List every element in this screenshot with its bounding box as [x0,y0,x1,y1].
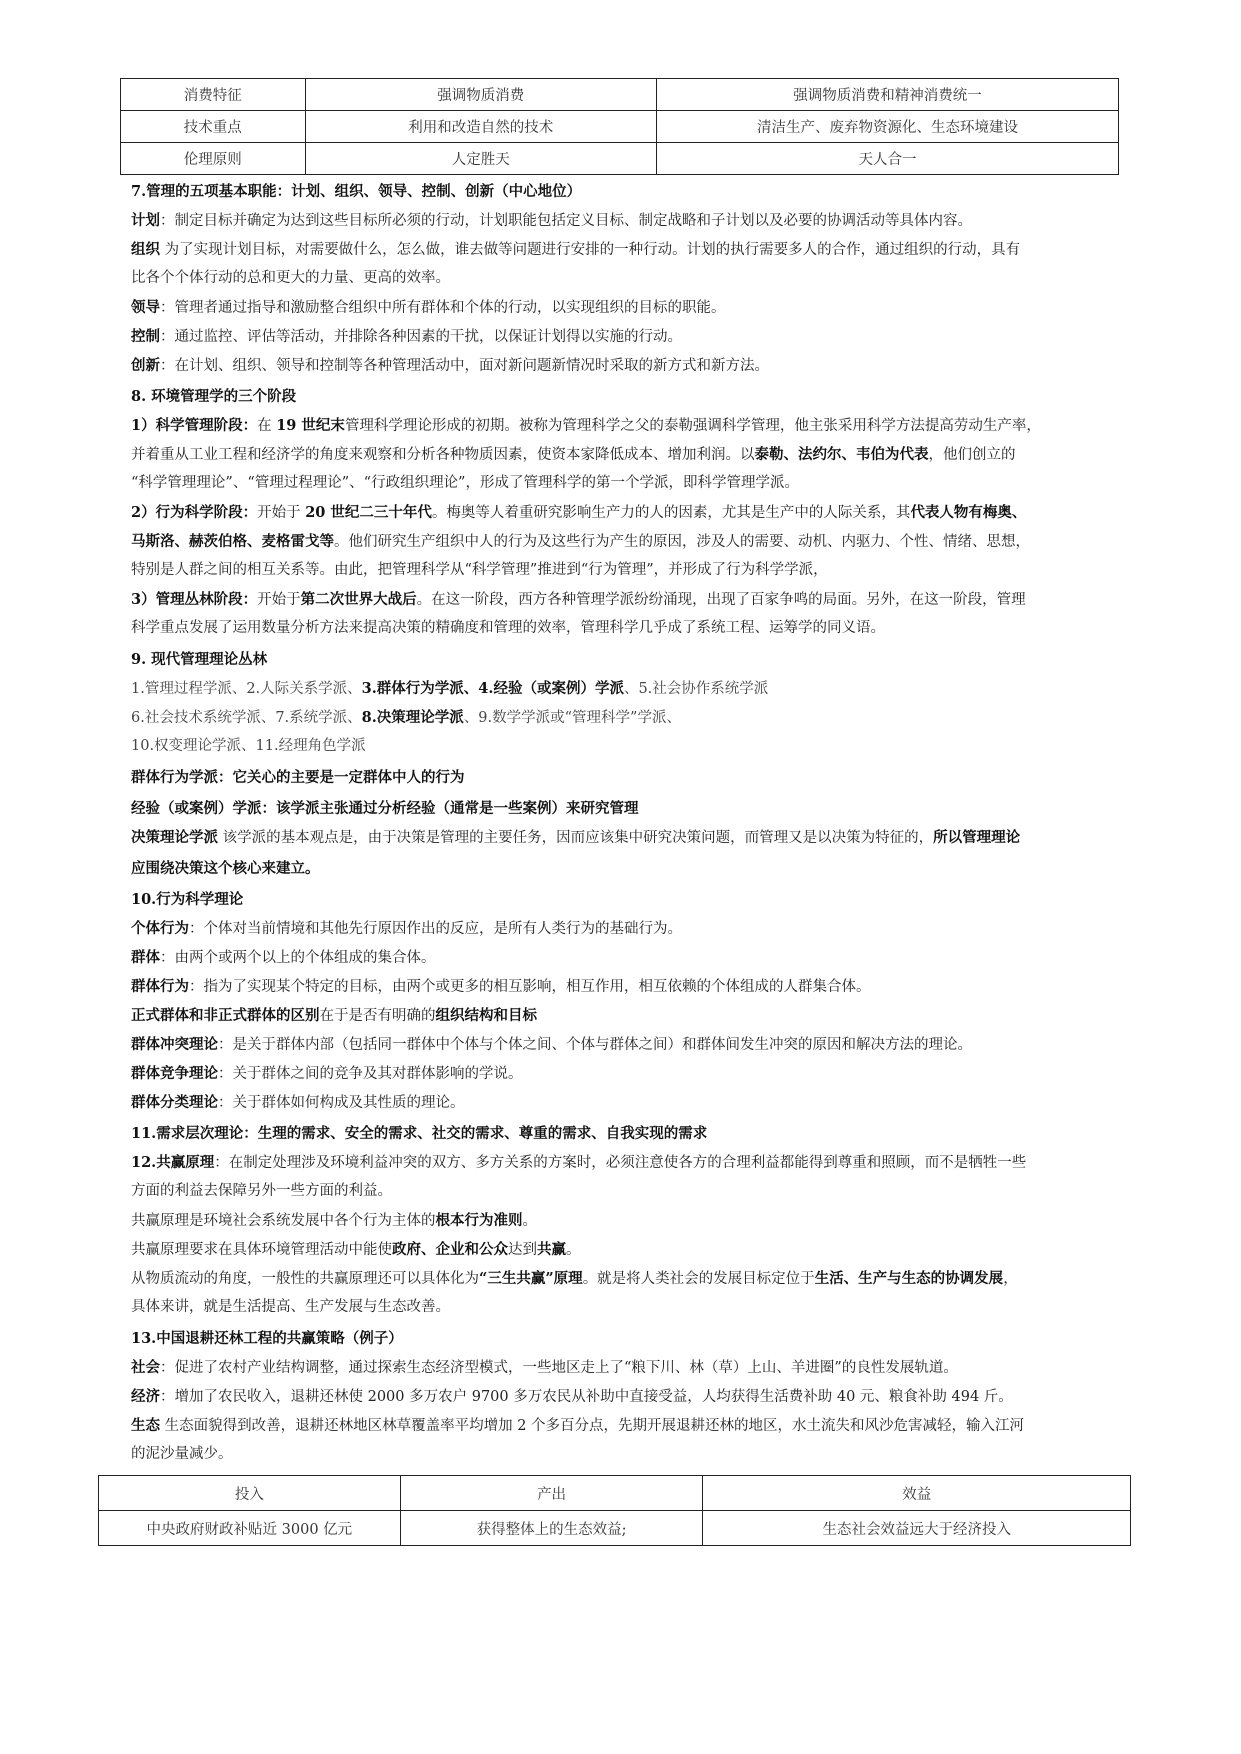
table1-row [121,111,1119,143]
table2-cell: 投入 [99,1476,401,1511]
text-line [131,1411,1131,1440]
body-text: 1.管理过程学派、2.人际关系学派、 [131,681,362,697]
text-line [131,322,1131,351]
text-line [131,1293,1131,1322]
body-text: “科学管理理论”、“管理过程理论”、“行政组织理论”，形成了管理科学的第一个学派，即科学管理学派。 [131,475,799,491]
table2-cell: 效益 [703,1476,1131,1511]
bold-text: 决策理论学派 [131,829,218,846]
body-text: 开始于 [257,505,306,521]
table1-cell: 天人合一 [657,143,1119,175]
bold-text: 经济 [131,1388,160,1405]
text-line [131,264,1131,293]
body-text: 、9.数学学派或“管理科学”学派、 [463,710,681,726]
body-text: 。就是将人类社会的发展目标定位于 [582,1271,815,1287]
text-line [131,614,1131,643]
bold-text: 13.中国退耕还林工程的共赢策略（例子） [131,1330,403,1347]
bold-text: 群体 [131,949,160,966]
table1-cell: 清洁生产、废弃物资源化、生态环境建设 [657,111,1119,143]
comparison-table [120,78,1119,175]
bold-text: 生态 [131,1417,160,1434]
bold-text: 组织结构和目标 [435,1007,537,1024]
body-text: 。他们研究生产组织中人的行为及这些行为产生的原因，涉及人的需要、动机、内驱力、个性、情绪、思想， [334,534,1030,550]
bold-text: 群体竞争理论 [131,1065,218,1082]
body-text: 10.权变理论学派、11.经理角色学派 [131,738,366,754]
body-text: ：个体对当前情境和其他先行原因作出的反应，是所有人类行为的基础行为。 [189,921,682,937]
body-text: 。 [522,1213,537,1229]
text-line [131,1440,1131,1469]
text-line [131,763,1131,792]
text-line [131,1088,1131,1117]
table1-cell: 利用和改造自然的技术 [305,111,656,143]
bold-text: 群体行为学派：它关心的主要是一定群体中人的行为 [131,769,465,786]
text-line [131,498,1131,527]
body-text: 科学重点发展了运用数量分析方法来提高决策的精确度和管理的效率，管理科学几乎成了系统工程、运筹学的同义语。 [131,620,885,636]
body-text: 、5.社会协作系统学派 [623,681,769,697]
body-text: 在 [257,418,277,434]
text-line [131,556,1131,585]
body-text: ：制定目标并确定为达到这些目标所必须的行动，计划职能包括定义目标、制定战略和子计划以及必要的协调活动等具体内容。 [160,213,972,229]
text-line [131,1177,1131,1206]
bold-text: 3.群体行为学派、4.经验（或案例）学派 [361,680,624,697]
body-text: ：管理者通过指导和激励整合组织中所有群体和个体的行动，以实现组织的目标的职能。 [160,300,726,316]
bold-text: 1）科学管理阶段： [131,417,258,434]
body-text: 在于是否有明确的 [319,1008,436,1024]
text-line [131,1324,1131,1353]
body-text: 比各个个体行动的总和更大的力量、更高的效率。 [131,270,450,286]
bold-text: 根本行为准则 [435,1212,523,1229]
bold-text: 12.共赢原理 [131,1154,215,1171]
bold-text: 所以管理理论 [933,829,1021,846]
bold-text: 10.行为科学理论 [131,891,244,908]
bold-text: 群体分类理论 [131,1094,218,1111]
table1-cell: 消费特征 [121,79,306,111]
text-line [131,914,1131,943]
text-line [131,1059,1131,1088]
body-text: 。 [566,1242,581,1258]
table2-row [99,1476,1131,1511]
body-text: 。在这一阶段，西方各种管理学派纷纷涌现，出现了百家争鸣的局面。另外，在这一阶段，管理 [416,592,1026,608]
bold-text: 2）行为科学阶段： [131,504,258,521]
body-text: 具体来讲，就是生活提高、生产发展与生态改善。 [131,1299,450,1315]
body-text: 共赢原理要求在具体环境管理活动中能使 [131,1242,392,1258]
bold-text: 第二次世界大战后 [300,591,417,608]
text-line [131,1206,1131,1235]
text-line [131,235,1131,264]
bold-text: 领导 [131,299,160,316]
bold-text: 代表人物有梅奥、 [910,504,1027,521]
bold-text: 8.决策理论学派 [361,709,464,726]
text-line [131,823,1131,852]
bold-text: 泰勒、法约尔、韦伯为代表 [754,446,929,463]
text-line [131,585,1131,614]
body-text: 达到 [508,1242,537,1258]
body-text: 开始于 [257,592,301,608]
bold-text: 生活、生产与生态的协调发展 [814,1270,1004,1287]
body-text: ：由两个或两个以上的个体组成的集合体。 [160,950,436,966]
body-text: 从物质流动的角度，一般性的共赢原理还可以具体化为 [131,1271,479,1287]
body-text: 共赢原理是环境社会系统发展中各个行为主体的 [131,1213,436,1229]
body-text: ：是关于群体内部（包括同一群体中个体与个体之间、个体与群体之间）和群体间发生冲突的原因和解决方法的理论。 [218,1037,972,1053]
table1-cell: 强调物质消费和精神消费统一 [657,79,1119,111]
body-text: 方面的利益去保障另外一些方面的利益。 [131,1183,392,1199]
text-line [131,1001,1131,1030]
text-line [131,351,1131,380]
body-text: 特别是人群之间的相互关系等。由此，把管理科学从“科学管理”推进到“行为管理”，并形成了行为科学学派， [131,562,828,578]
bold-text: 19 世纪末 [276,417,345,434]
body-text: ：通过监控、评估等活动，并排除各种因素的干扰，以保证计划得以实施的行动。 [160,329,682,345]
text-line [131,382,1131,411]
body-text: 。梅奥等人着重研究影响生产力的人的因素，尤其是生产中的人际关系，其 [431,505,911,521]
table1-row [121,143,1119,175]
text-line [131,794,1131,823]
table1-row [121,79,1119,111]
bold-text: 个体行为 [131,920,189,937]
bold-text: 共赢 [537,1241,566,1258]
text-line [131,1353,1131,1382]
text-line [131,854,1131,883]
bold-text: 计划 [131,212,160,229]
bold-text: 社会 [131,1359,160,1376]
body-text: ：增加了农民收入，退耕还林使 2000 多万农户 9700 多万农民从补助中直接受益，人均获得生活费补助 40 元、粮食补助 494 斤。 [160,1389,1013,1405]
bold-text: 8. 环境管理学的三个阶段 [131,388,297,405]
body-text: 该学派的基本观点是，由于决策是管理的主要任务，因而应该集中研究决策问题，而管理又是以决策为特征的， [218,830,934,846]
bold-text: 群体行为 [131,978,189,995]
bold-text: 11.需求层次理论：生理的需求、安全的需求、社交的需求、尊重的需求、自我实现的需求 [131,1125,708,1142]
body-text: ：在制定处理涉及环境利益冲突的双方、多方关系的方案时，必须注意使各方的合理利益都能得到尊重和照顾，而不是牺牲一些 [214,1155,1027,1171]
bold-text: 经验（或案例）学派：该学派主张通过分析经验（通常是一些案例）来研究管理 [131,800,639,817]
body-text: ， [1003,1271,1018,1287]
text-line [131,469,1131,498]
table1-cell: 伦理原则 [121,143,306,175]
table1-cell: 强调物质消费 [305,79,656,111]
body-text: ：指为了实现某个特定的目标，由两个或更多的相互影响，相互作用，相互依赖的个体组成的人群集合体。 [189,979,871,995]
text-line [131,1235,1131,1264]
table2-row [99,1511,1131,1546]
text-line [131,972,1131,1001]
text-line [131,440,1131,469]
text-line [131,1264,1131,1293]
table1-cell: 人定胜天 [305,143,656,175]
text-line [131,1030,1131,1059]
body-text: 的泥沙量减少。 [131,1446,233,1462]
text-line [131,645,1131,674]
body-text: 为了实现计划目标，对需要做什么，怎么做，谁去做等问题进行安排的一种行动。计划的执行需要多人的合作，通过组织的行动，具有 [160,242,1021,258]
bold-text: 应围绕决策这个核心来建立。 [131,860,320,877]
body-text: ：关于群体如何构成及其性质的理论。 [218,1095,465,1111]
table2-cell: 中央政府财政补贴近 3000 亿元 [99,1511,401,1546]
table1-cell: 技术重点 [121,111,306,143]
text-line [131,674,1131,703]
bold-text: 7.管理的五项基本职能：计划、组织、领导、控制、创新（中心地位） [131,183,582,200]
bold-text: 9. 现代管理理论丛林 [131,651,268,668]
table2-cell: 生态社会效益远大于经济投入 [703,1511,1131,1546]
bold-text: 正式群体和非正式群体的区别 [131,1007,320,1024]
text-line [131,411,1131,440]
body-text: 生态面貌得到改善，退耕还林地区林草覆盖率平均增加 2 个多百分点，先期开展退耕还林的地区，水土流失和风沙危害减轻，输入江河 [160,1418,1025,1434]
text-line [131,177,1131,206]
table2-cell: 产出 [400,1476,703,1511]
text-line [131,1119,1131,1148]
bold-text: 3）管理丛林阶段： [131,591,258,608]
text-line [131,943,1131,972]
body-text: 6.社会技术系统学派、7.系统学派、 [131,710,362,726]
document-page [131,78,1131,1546]
text-line [131,703,1131,732]
text-line [131,527,1131,556]
input-output-table [98,1475,1131,1546]
text-line [131,885,1131,914]
bold-text: 创新 [131,357,160,374]
text-line [131,206,1131,235]
bold-text: “三生共赢”原理 [479,1270,583,1287]
table2-cell: 获得整体上的生态效益; [400,1511,703,1546]
bold-text: 组织 [131,241,160,258]
body-text: ：促进了农村产业结构调整，通过探索生态经济型模式，一些地区走上了“粮下川、林（草）上山、羊进圈”的良性发展轨道。 [160,1360,958,1376]
bold-text: 控制 [131,328,160,345]
text-line [131,1382,1131,1411]
bold-text: 20 世纪二三十年代 [305,504,432,521]
body-text: ：在计划、组织、领导和控制等各种管理活动中，面对新问题新情况时采取的新方式和新方法。 [160,358,769,374]
body-text: ，他们创立的 [928,447,1016,463]
body-text: 管理科学理论形成的初期。被称为管理科学之父的泰勒强调科学管理，他主张采用科学方法提高劳动生产率， [344,418,1041,434]
text-line [131,732,1131,761]
body-text: ：关于群体之间的竞争及其对群体影响的学说。 [218,1066,523,1082]
bold-text: 马斯洛、赫茨伯格、麦格雷戈等 [131,533,334,550]
bold-text: 群体冲突理论 [131,1036,218,1053]
document-body [131,177,1131,1469]
text-line [131,293,1131,322]
text-line [131,1148,1131,1177]
bold-text: 政府、企业和公众 [392,1241,508,1258]
body-text: 并着重从工业工程和经济学的角度来观察和分析各种物质因素，使资本家降低成本、增加利润。以 [131,447,755,463]
